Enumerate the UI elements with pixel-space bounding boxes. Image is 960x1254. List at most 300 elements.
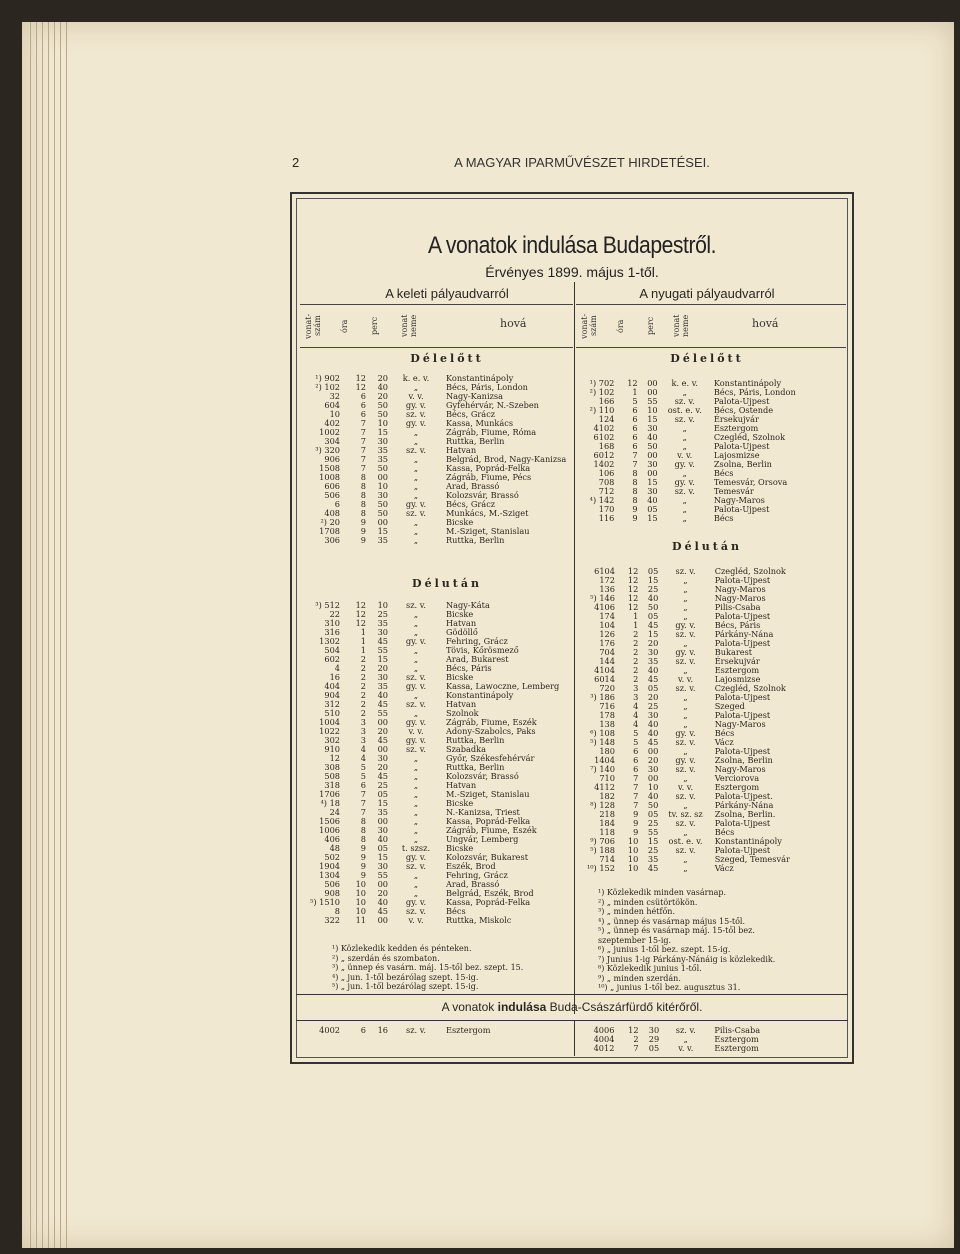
minute: 55: [377, 645, 388, 655]
hour: 6: [632, 414, 638, 424]
page-edge: [42, 22, 43, 1248]
timetable-subtitle: Érvényes 1899. május 1-től.: [485, 264, 659, 280]
destination: Zsolna, Berlin: [714, 755, 773, 765]
minute: 50: [377, 400, 388, 410]
destination: Nagy-Maros: [714, 719, 766, 729]
train-number: 8: [334, 906, 340, 916]
minute: 05: [377, 843, 388, 853]
destination: Nagy-Maros: [713, 495, 765, 505]
minute: 20: [377, 888, 388, 898]
train-number: 106: [598, 468, 615, 478]
hour: 4: [633, 710, 639, 720]
destination: Bécs, Grácz: [446, 499, 496, 509]
hour: 8: [360, 834, 366, 844]
destination: Bécs: [714, 728, 735, 738]
hour: 6: [360, 780, 366, 790]
train-number: 302: [324, 735, 340, 745]
train-number: 176: [599, 638, 615, 648]
hour: 5: [360, 762, 366, 772]
minute: 05: [647, 683, 659, 693]
destination: Esztergom: [446, 1025, 491, 1035]
destination: Szolnok: [446, 708, 479, 718]
page-edge: [30, 22, 31, 1248]
train-number: 4104: [594, 665, 615, 675]
train-type: k. e. v.: [671, 378, 698, 388]
destination: Palota-Ujpest: [714, 692, 771, 702]
minute: 40: [647, 593, 659, 603]
col-vonatszam: vonat-szám: [304, 313, 322, 339]
minute: 20: [377, 726, 388, 736]
hour: 7: [633, 791, 639, 801]
train-number: 716: [599, 701, 615, 711]
table-row: [582, 514, 852, 523]
train-number: 4006: [593, 1025, 615, 1035]
train-type: gy. v.: [675, 755, 696, 765]
destination: Gödöllő: [446, 627, 478, 637]
destination: M.-Sziget, Stanislau: [446, 789, 530, 799]
train-number: 10: [329, 409, 340, 419]
minute: 40: [647, 665, 659, 675]
minute: 30: [647, 486, 658, 496]
train-number: 22: [329, 609, 340, 619]
hour: 9: [633, 809, 639, 819]
train-type: „: [413, 481, 419, 491]
footnote: ²) „ minden csütörtökön.: [598, 897, 698, 907]
hour: 12: [355, 618, 366, 628]
destination: Lajosmizse: [713, 450, 760, 460]
train-number: 402: [324, 418, 340, 428]
train-type: „: [683, 611, 688, 621]
minute: 15: [377, 654, 388, 664]
train-type: „: [682, 432, 687, 442]
train-type: „: [682, 495, 687, 505]
destination: Konstantinápoly: [446, 373, 514, 383]
train-type: „: [683, 710, 688, 720]
destination: Kassa, Lawoczne, Lemberg: [446, 681, 560, 691]
train-type: gy. v.: [405, 400, 427, 410]
hour: 9: [360, 870, 366, 880]
page-edge: [48, 22, 49, 1248]
train-number: 170: [598, 504, 615, 514]
minute: 45: [647, 620, 659, 630]
train-number: 1506: [319, 816, 340, 826]
hour: 2: [360, 654, 366, 664]
train-type: „: [683, 863, 688, 873]
train-number: 404: [324, 681, 340, 691]
page-edge: [60, 22, 61, 1248]
train-type: ost. e. v.: [668, 836, 703, 846]
minute: 30: [377, 436, 388, 446]
train-number: ⁴) 18: [320, 798, 340, 808]
destination: Esztergom: [714, 665, 760, 675]
col-perc: perc: [646, 316, 655, 336]
train-type: gy. v.: [405, 852, 427, 862]
minute: 45: [377, 735, 388, 745]
train-type: „: [413, 807, 419, 817]
destination: Palota-Ujpest: [713, 441, 770, 451]
hour: 1: [633, 611, 639, 621]
destination: Adony-Szabolcs, Paks: [446, 726, 536, 736]
footnote: ³) „ minden hétfőn.: [598, 907, 675, 916]
train-type: „: [683, 746, 688, 756]
train-number: 4106: [594, 602, 615, 612]
train-type: „: [682, 513, 687, 523]
destination: Vácz: [714, 863, 734, 873]
footnote: ⁴) „ ünnep és vasárnap május 15-től.: [598, 916, 746, 926]
train-type: k. e. v.: [402, 373, 430, 383]
hour: 6: [360, 409, 366, 419]
train-type: sz. v.: [675, 1025, 696, 1035]
train-number: 174: [599, 611, 615, 621]
hour: 9: [360, 852, 366, 862]
destination: Kassa, Poprád-Felka: [446, 463, 531, 473]
train-type: sz. v.: [406, 445, 426, 455]
train-number: 1004: [319, 717, 340, 727]
minute: 50: [647, 800, 659, 810]
train-type: sz. v.: [675, 656, 696, 666]
footnote: ⁵) „ jun. 1-től bezárólag szept. 15-ig.: [332, 982, 479, 991]
left-afternoon-table: [306, 601, 596, 925]
minute: 10: [377, 481, 388, 491]
col-ora: óra: [340, 319, 349, 333]
destination: Hatvan: [446, 618, 477, 628]
train-number: 602: [324, 654, 340, 664]
minute: 10: [377, 600, 388, 610]
footnote: szeptember 15-ig.: [598, 935, 672, 945]
minute: 25: [647, 818, 659, 828]
minute: 20: [377, 373, 388, 383]
hour: 7: [360, 454, 366, 464]
train-number: 144: [599, 656, 615, 666]
train-type: gy. v.: [675, 647, 696, 657]
train-number: 182: [599, 791, 615, 801]
destination: Nagy-Kanizsa: [446, 391, 503, 401]
minute: 29: [648, 1034, 660, 1044]
minute: 05: [647, 611, 659, 621]
train-type: v. v.: [408, 726, 424, 736]
footnote: ⁵) „ ünnep és vasárnap máj. 15-től bez.: [598, 926, 755, 935]
hour: 3: [360, 726, 366, 736]
train-number: 510: [324, 708, 340, 718]
train-number: 168: [598, 441, 615, 451]
destination: Czegléd, Szolnok: [714, 566, 786, 576]
col-vonat-neme: vonat neme: [672, 314, 690, 338]
train-type: gy. v.: [405, 897, 427, 907]
destination: Bécs: [446, 906, 466, 916]
minute: 20: [647, 755, 659, 765]
minute: 05: [647, 566, 659, 576]
train-number: 6012: [593, 450, 615, 460]
footnote: ³) „ ünnep és vasárn. máj. 15-től bez. szept. 15.: [332, 963, 524, 972]
train-type: „: [413, 816, 419, 826]
hour: 10: [627, 836, 639, 846]
train-type: v. v.: [677, 674, 694, 684]
train-number: 166: [598, 396, 615, 406]
destination: Esztergom: [714, 782, 760, 792]
destination: Esztergom: [714, 1043, 759, 1053]
destination: Belgrád, Brod, Nagy-Kanizsa: [446, 454, 567, 464]
destination: Kolozsvár, Brassó: [446, 771, 519, 781]
page-edge: [66, 22, 67, 1248]
hour: 9: [360, 517, 366, 527]
hour: 8: [360, 508, 366, 518]
hour: 12: [627, 602, 639, 612]
destination: Verciorova: [714, 773, 760, 783]
train-type: sz. v.: [674, 396, 695, 406]
minute: 40: [647, 495, 658, 505]
minute: 50: [647, 602, 659, 612]
footnote: ¹) Közlekedik minden vasárnap.: [598, 888, 727, 897]
minute: 40: [647, 728, 659, 738]
hour: 5: [633, 728, 639, 738]
destination: Ungvár, Lemberg: [446, 834, 519, 844]
minute: 30: [647, 710, 659, 720]
train-type: sz. v.: [675, 764, 696, 774]
right-morning-table: [582, 379, 852, 523]
train-number: 218: [599, 809, 615, 819]
destination: Palota-Ujpest: [714, 575, 771, 585]
hour: 1: [360, 627, 366, 637]
train-type: „: [413, 834, 419, 844]
train-number: ¹) 902: [315, 373, 340, 383]
train-number: 4112: [594, 782, 615, 792]
train-number: ²) 110: [589, 405, 615, 415]
destination: Szabadka: [446, 744, 487, 754]
destination: Vácz: [714, 737, 734, 747]
hour: 2: [360, 699, 366, 709]
train-number: ⁶) 108: [590, 728, 615, 738]
minute: 50: [377, 409, 388, 419]
train-number: ²) 20: [320, 517, 340, 527]
minute: 30: [647, 647, 659, 657]
hour: 4: [633, 701, 639, 711]
right-afternoon-table: [582, 567, 852, 873]
destination: Palota-Ujpest: [714, 746, 771, 756]
destination: M.-Sziget, Stanislau: [446, 526, 530, 536]
destination: Bécs, Páris: [714, 620, 761, 630]
train-type: „: [683, 593, 688, 603]
minute: 00: [377, 816, 388, 826]
hour: 2: [633, 1034, 639, 1044]
train-number: 720: [599, 683, 615, 693]
train-number: 508: [324, 771, 340, 781]
train-number: 1708: [319, 526, 340, 536]
train-number: 6: [334, 499, 340, 509]
train-number: 506: [324, 490, 340, 500]
train-type: ost. e. v.: [667, 405, 702, 415]
minute: 55: [647, 396, 658, 406]
right-buda-table: [582, 1026, 852, 1053]
minute: 15: [647, 629, 659, 639]
minute: 50: [377, 508, 388, 518]
destination: Bécs: [714, 827, 735, 837]
train-number: 6104: [594, 566, 615, 576]
destination: Pilis-Csaba: [714, 1025, 761, 1035]
minute: 35: [377, 807, 388, 817]
destination: Kolozsvár, Brassó: [446, 490, 519, 500]
train-number: 1002: [319, 427, 340, 437]
train-type: sz. v.: [406, 861, 426, 871]
minute: 05: [648, 1043, 660, 1053]
train-type: sz. v.: [406, 1025, 426, 1035]
minute: 00: [647, 468, 658, 478]
train-number: 6014: [594, 674, 615, 684]
hour: 8: [360, 490, 366, 500]
hour: 6: [632, 441, 638, 451]
hour: 8: [632, 495, 638, 505]
hour: 6: [633, 764, 639, 774]
train-type: „: [413, 780, 419, 790]
train-number: ³) 512: [315, 600, 340, 610]
minute: 00: [377, 744, 388, 754]
hour: 12: [627, 584, 639, 594]
table-row: [582, 864, 852, 873]
train-number: 104: [599, 620, 615, 630]
train-number: ⁷) 140: [590, 764, 615, 774]
hour: 12: [355, 373, 366, 383]
train-type: „: [413, 517, 419, 527]
train-type: „: [683, 1034, 688, 1044]
left-morning-table: [306, 374, 596, 545]
train-type: v. v.: [408, 915, 424, 925]
minute: 15: [647, 575, 659, 585]
train-type: „: [413, 870, 419, 880]
minute: 25: [377, 780, 388, 790]
minute: 10: [647, 405, 658, 415]
train-type: sz. v.: [675, 683, 696, 693]
train-number: 116: [598, 513, 615, 523]
hour: 6: [633, 746, 639, 756]
destination: Bicske: [446, 672, 474, 682]
hour: 3: [633, 683, 639, 693]
train-number: 906: [324, 454, 340, 464]
destination: Párkány-Nána: [714, 629, 774, 639]
train-type: „: [413, 382, 419, 392]
destination: Arad, Brassó: [446, 481, 500, 491]
minute: 35: [647, 854, 659, 864]
train-type: „: [682, 468, 687, 478]
train-number: 1508: [319, 463, 340, 473]
minute: 45: [647, 674, 659, 684]
footnote: ⁷) Junius 1-ig Párkány-Nánáig is közlekedik.: [598, 954, 776, 964]
train-type: „: [683, 719, 688, 729]
train-type: „: [413, 454, 419, 464]
minute: 20: [377, 762, 388, 772]
destination: Fehring, Grácz: [446, 636, 508, 646]
hour: 6: [632, 405, 638, 415]
minute: 15: [377, 798, 388, 808]
train-number: 172: [599, 575, 615, 585]
book-page: [22, 22, 954, 1248]
destination: Esztergom: [713, 423, 759, 433]
minute: 16: [377, 1025, 388, 1035]
destination: Palota-Ujpest: [714, 710, 771, 720]
train-type: v. v.: [408, 391, 424, 401]
train-number: 708: [598, 477, 615, 487]
train-type: „: [413, 427, 419, 437]
hour: 12: [627, 575, 639, 585]
train-number: ¹⁰) 152: [586, 863, 615, 873]
train-type: sz. v.: [674, 486, 695, 496]
destination: Szeged, Temesvár: [714, 854, 790, 864]
train-number: 124: [598, 414, 615, 424]
destination: Bécs: [713, 513, 734, 523]
train-type: gy. v.: [674, 459, 695, 469]
minute: 00: [377, 717, 388, 727]
hour: 7: [632, 450, 638, 460]
destination: Bicske: [446, 798, 474, 808]
train-type: gy. v.: [405, 681, 427, 691]
destination: Szeged: [714, 701, 745, 711]
train-number: 126: [599, 629, 615, 639]
hour: 8: [632, 468, 638, 478]
train-number: 138: [599, 719, 615, 729]
minute: 40: [377, 834, 388, 844]
train-type: „: [413, 888, 419, 898]
hour: 3: [360, 717, 366, 727]
minute: 30: [647, 423, 658, 433]
minute: 05: [647, 809, 659, 819]
minute: 35: [377, 445, 388, 455]
train-number: 506: [324, 879, 340, 889]
destination: Palota-Ujpest: [713, 396, 770, 406]
train-type: sz. v.: [406, 672, 426, 682]
footnote: ⁹) „ minden szerdán.: [598, 973, 681, 983]
hour: 9: [360, 526, 366, 536]
hour: 9: [360, 535, 366, 545]
hour: 9: [360, 861, 366, 871]
minute: 55: [377, 708, 388, 718]
col-vonat-neme: vonat neme: [400, 314, 418, 338]
train-number: 904: [324, 690, 340, 700]
minute: 25: [647, 584, 659, 594]
destination: Arad, Brassó: [446, 879, 500, 889]
train-number: 32: [329, 391, 340, 401]
minute: 50: [377, 463, 388, 473]
train-type: „: [682, 387, 687, 397]
destination: Temesvár, Orsova: [713, 477, 788, 487]
destination: Gyfehérvár, N.-Szeben: [446, 400, 539, 410]
hour: 2: [633, 629, 639, 639]
minute: 25: [647, 845, 659, 855]
train-type: „: [413, 472, 419, 482]
train-type: „: [413, 627, 419, 637]
separator-line: [296, 994, 848, 995]
left-afternoon-label: Délután: [412, 577, 482, 590]
train-type: sz. v.: [406, 699, 426, 709]
train-number: 502: [324, 852, 340, 862]
train-number: 1006: [319, 825, 340, 835]
hour: 2: [633, 638, 639, 648]
minute: 00: [377, 517, 388, 527]
hour: 7: [360, 418, 366, 428]
destination: Párkány-Nána: [714, 800, 774, 810]
train-type: gy. v.: [675, 728, 696, 738]
hour: 10: [355, 906, 366, 916]
hour: 2: [633, 656, 639, 666]
hour: 6: [632, 432, 638, 442]
train-number: 1706: [319, 789, 340, 799]
hour: 7: [633, 773, 639, 783]
minute: 30: [377, 825, 388, 835]
minute: 50: [377, 499, 388, 509]
minute: 05: [647, 504, 658, 514]
destination: Bicske: [446, 843, 474, 853]
minute: 40: [377, 690, 388, 700]
footnote: ⁴) „ jun. 1-től bezárólag szept. 15-ig.: [332, 972, 479, 982]
buda-title-bold: indulása: [497, 1000, 547, 1014]
minute: 15: [647, 414, 658, 424]
